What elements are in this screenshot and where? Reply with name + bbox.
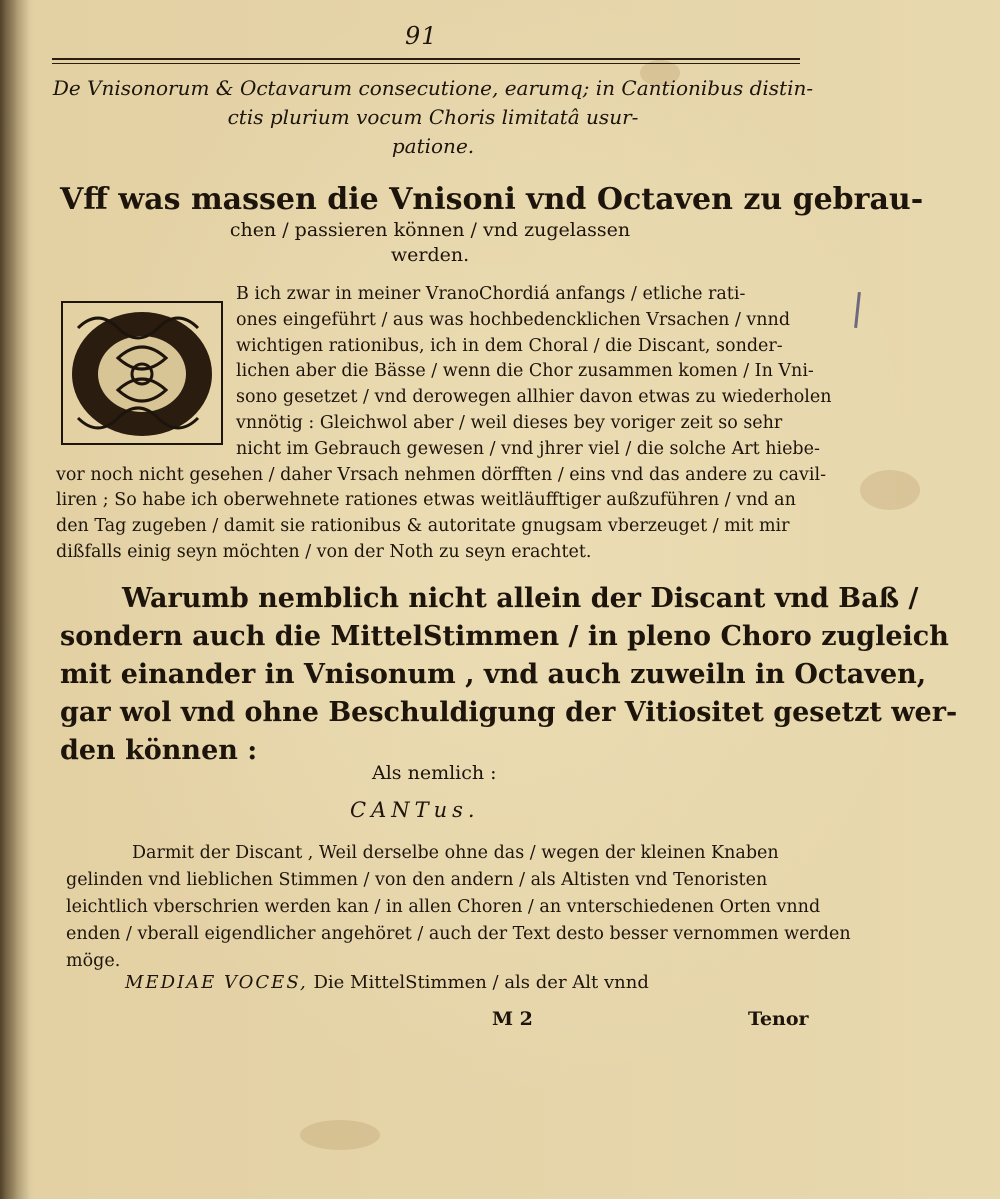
top-rule-thin [52, 63, 800, 64]
subheading-line: gar wol vnd ohne Beschuldigung der Vitiositet gesetzt wer- [60, 697, 958, 728]
title-line: chen / passieren können / vnd zugelassen [229, 219, 631, 241]
text-line: dißfalls einig seyn möchten / von der Noth zu seyn erachtet. [56, 541, 592, 562]
latin-heading-line: patione. [391, 134, 475, 158]
text-line: sono gesetzet / vnd derowegen allhier davon etwas zu wiederholen [236, 387, 832, 408]
text-line: wichtigen rationibus, ich in dem Choral / die Discant, sonder- [236, 335, 783, 356]
latin-heading-line: De Vnisonorum & Octavarum consecutione, earumq; in Cantionibus distin- [52, 76, 814, 100]
binding-shadow [0, 0, 30, 1199]
latin-heading-line: ctis plurium vocum Choris limitatâ usur- [227, 105, 639, 129]
intro-paragraph [56, 282, 832, 566]
mediae-text: Die MittelStimmen / als der Alt vnnd [313, 972, 649, 993]
text-line: lichen aber die Bässe / wenn die Chor zusammen komen / In Vni- [236, 361, 814, 382]
text-line: möge. [66, 951, 121, 971]
subheading-line: sondern auch die MittelStimmen / in pleno Choro zugleich [60, 621, 949, 652]
pencil-mark [854, 292, 861, 328]
cantus-paragraph [66, 840, 851, 975]
signature-mark: M 2 [492, 1008, 533, 1030]
title-line: Vff was massen die Vnisoni vnd Octaven zu gebrau- [60, 182, 924, 217]
text-line: B ich zwar in meiner VranoChordiá anfangs / etliche rati- [236, 284, 746, 304]
cantus-heading: CANTus. [350, 798, 480, 822]
chapter-title [60, 182, 924, 268]
stain [300, 1120, 380, 1150]
text-line: leichtlich vberschrien werden kan / in allen Choren / an vnterschiedenen Orten vnnd [66, 897, 821, 917]
mediae-label: MEDIAE VOCES, [125, 972, 308, 993]
title-line: werden. [390, 244, 470, 266]
text-line: ones eingeführt / aus was hochbedencklichen Vrsachen / vnnd [236, 309, 791, 330]
text-line: liren ; So habe ich oberwehnete rationes etwas weitläufftiger außzuführen / vnd an [56, 490, 796, 511]
subheading-line: Warumb nemblich nicht allein der Discant vnd Baß / [122, 583, 919, 614]
subheading-line: den können : [60, 735, 258, 766]
latin-heading [48, 74, 818, 161]
top-rule [52, 58, 800, 60]
mediae-voces-line [125, 972, 649, 993]
page-number: 91 [405, 22, 438, 50]
als-nemlich: Als nemlich : [372, 762, 497, 784]
text-line: den Tag zugeben / damit sie rationibus & autoritate gnugsam vberzeuget / mit mir [56, 516, 790, 537]
text-line: enden / vberall eigendlicher angehöret / auch der Text desto besser vernommen werden [66, 924, 851, 944]
text-line: gelinden vnd lieblichen Stimmen / von den andern / als Altisten vnd Tenoristen [66, 870, 768, 890]
text-line: Darmit der Discant , Weil derselbe ohne das / wegen der kleinen Knaben [132, 843, 779, 863]
catchword: Tenor [748, 1008, 809, 1030]
subheading-line: mit einander in Vnisonum , vnd auch zuweiln in Octaven, [60, 659, 927, 690]
text-line: vnnötig : Gleichwol aber / weil dieses bey voriger zeit so sehr [236, 412, 783, 433]
stain [860, 470, 920, 510]
text-line: nicht im Gebrauch gewesen / vnd jhrer viel / die solche Art hiebe- [236, 438, 820, 459]
subheading [60, 580, 958, 770]
text-line: vor noch nicht gesehen / daher Vrsach nehmen dörfften / eins vnd das andere zu cavil- [56, 464, 826, 485]
